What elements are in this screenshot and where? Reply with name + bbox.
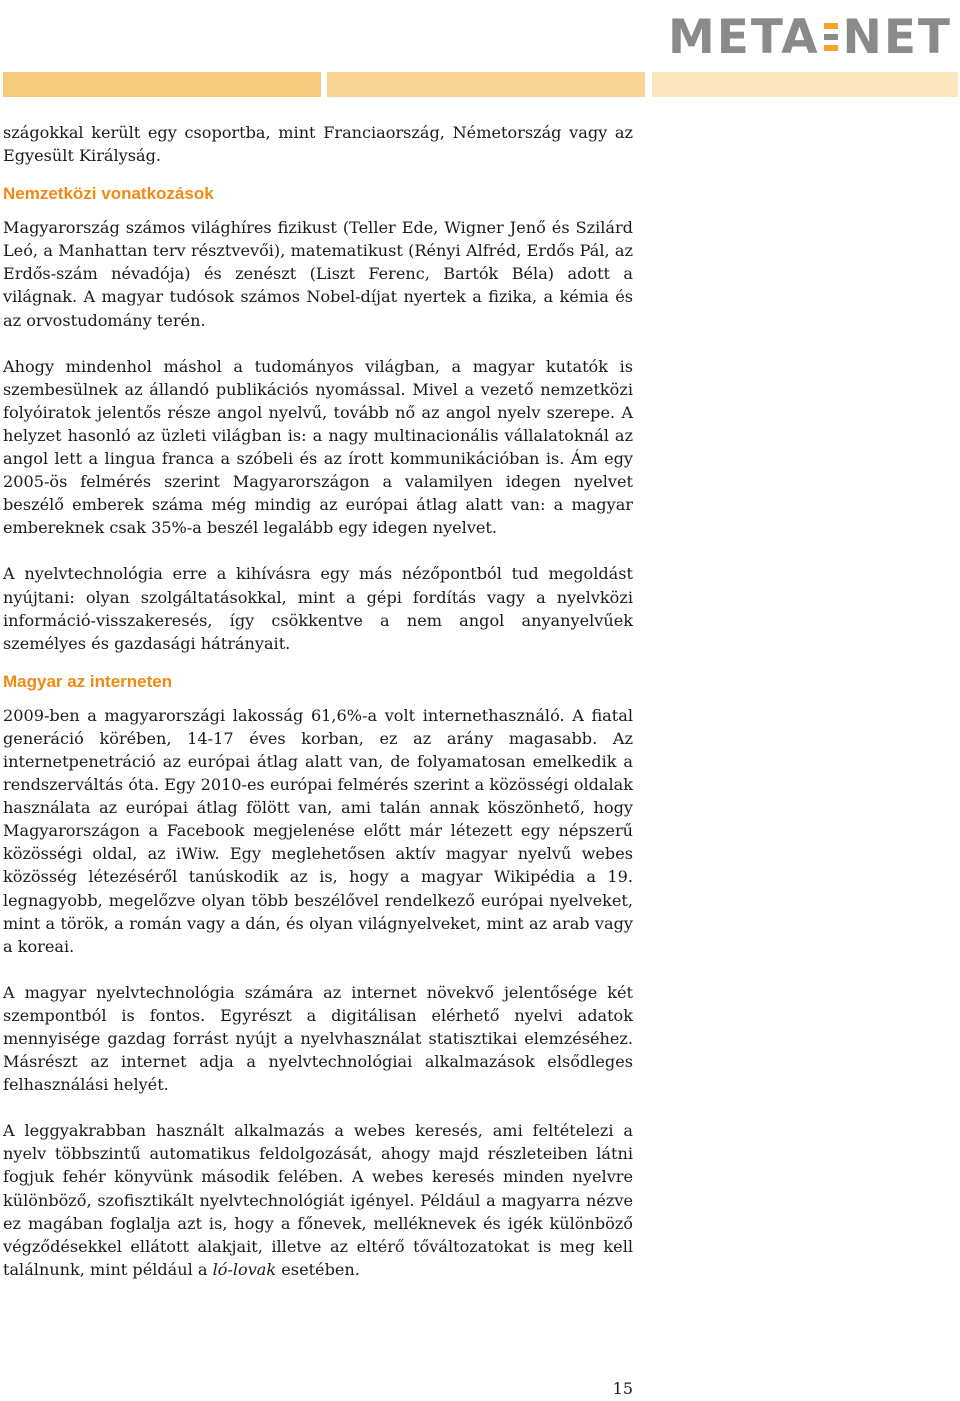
paragraph-publication-pressure: Ahogy mindenhol máshol a tudományos világban, a magyar kutatók is szembesülnek az állandó publikációs nyomással. Mivel a vezető nemzetközi folyóiratok jelentős része angol nyelvű, tovább nő az angol nyelv szerepe. A helyzet hasonló az üzleti világban is: a nagy multinacionális vállalatoknál az angol lett a lingua franca a szóbeli és az írott kommunikációban is. Ám egy 2005-ös felmérés szerint Magyarországon a valamilyen idegen nyelvet beszélő emberek száma még mindig az európai átlag alatt van: a magyar embereknek csak 35%-a beszél legalább egy idegen nyelvet. <box>3 356 633 538</box>
web-search-text-end: esetében. <box>276 1259 360 1279</box>
logo-equals-mark <box>824 23 839 51</box>
header-color-bars <box>0 72 960 97</box>
section-heading-international: Nemzetközi vonatkozások <box>3 184 214 204</box>
example-word-italic: ló-lovak <box>212 1259 277 1279</box>
logo-text-net: NET <box>842 9 952 65</box>
paragraph-internet-importance: A magyar nyelvtechnológia számára az internet növekvő jelentősége két szempontból is fontos. Egyrészt a digitálisan elérhető nyelvi adatok mennyisége gazdag forrást nyújt a nyelvhasználat statisztikai elemzéséhez. Másrészt az internet adja a nyelvtechnológiai alkalmazások elsődleges felhasználási helyét. <box>3 982 633 1095</box>
web-search-text: A leggyakrabban használt alkalmazás a webes keresés, ami feltételezi a nyelv többszintű automatikus feldolgozását, ahogy majd részleteiben látni fogjuk fehér könyvünk második felében. A webes keresés minden nyelvre különböző, szofisztikált nyelvtechnológiát igényel. Például a magyarra nézve ez magában foglalja azt is, hogy a főnevek, melléknevek és igék különböző végződésekkel ellátott alakjait, illetve az eltérő tőváltozatokat is meg kell találnunk, mint például a <box>3 1121 633 1279</box>
page-body <box>3 121 633 1281</box>
logo-text-meta: META <box>668 9 820 65</box>
header-bar-middle <box>327 72 645 97</box>
header-bar-right <box>652 72 958 97</box>
header-bar-left <box>3 72 321 97</box>
meta-net-logo <box>668 9 952 65</box>
paragraph-internet-usage: 2009-ben a magyarországi lakosság 61,6%-a volt internethasználó. A fiatal generáció körében, 14-17 éves korban, ez az arány magasabb. Az internetpenetráció az európai átlag alatt van, de folyamatosan emelkedik a rendszerváltás óta. Egy 2010-es európai felmérés szerint a közösségi oldalak használata az európai átlag fölött van, ami talán annak köszönhető, hogy Magyarországon a Facebook megjelenése előtt már létezett egy népszerű közösségi oldal, az iWiw. Egy meglehetősen aktív magyar nyelvű webes közösség létezéséről tanúskodik az is, hogy a magyar Wikipédia a 19. legnagyobb, megelőzve olyan több beszélővel rendelkező európai nyelveket, mint a török, a román vagy a dán, és olyan világnyelveket, mint az arab vagy a koreai. <box>3 705 633 956</box>
page-number: 15 <box>612 1379 633 1398</box>
section-heading-internet: Magyar az interneten <box>3 671 173 691</box>
paragraph-famous-scientists: Magyarország számos világhíres fizikust (Teller Ede, Wigner Jenő és Szilárd Leó, a Manhattan terv résztvevői), matematikust (Rényi Alfréd, Erdős Pál, az Erdős-szám névadója) és zenészt (Liszt Ferenc, Bartók Béla) adott a világnak. A magyar tudósok számos Nobel-díjat nyertek a fizika, a kémia és az orvostudomány terén. <box>3 218 633 330</box>
paragraph-web-search <box>3 1119 633 1281</box>
paragraph-continued: szágokkal került egy csoportba, mint Franciaország, Németország vagy az Egyesült Királyság. <box>3 123 633 166</box>
paragraph-language-technology: A nyelvtechnológia erre a kihívásra egy más nézőpontból tud megoldást nyújtani: olyan szolgáltatásokkal, mint a gépi fordítás vagy a nyelvközi információ-visszakeresés, így csökkentve a nem angol anyanyelvűek személyes és gazdasági hátrányait. <box>3 564 633 653</box>
